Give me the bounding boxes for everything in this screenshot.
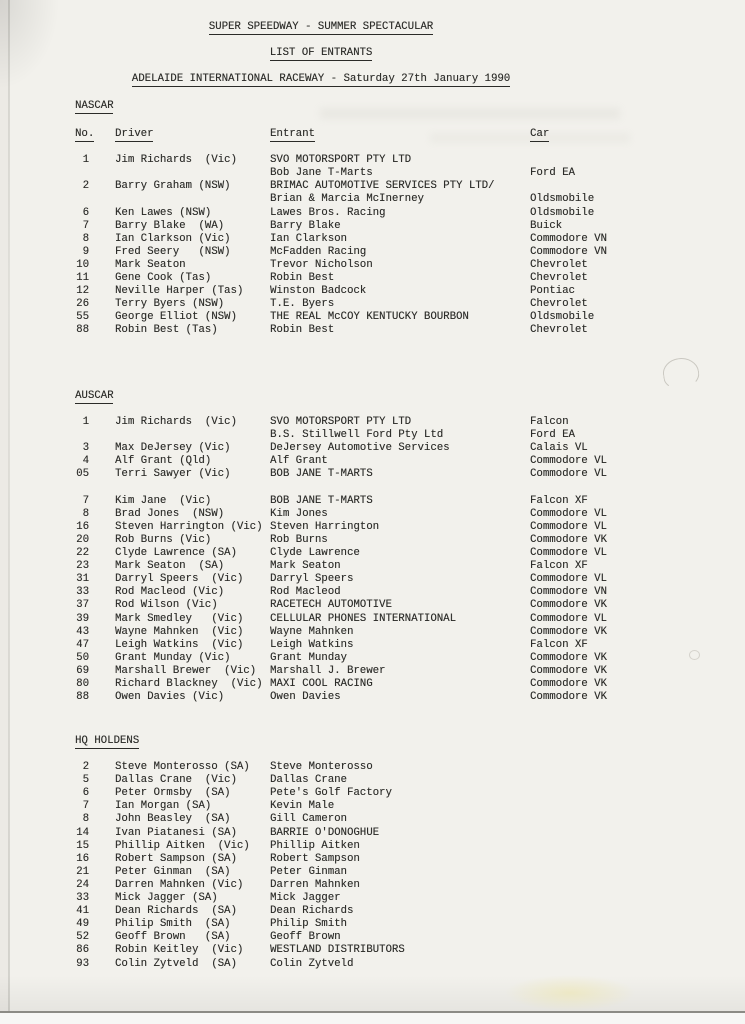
- entrant-row: [75, 298, 745, 311]
- driver-name: Ivan Piatanesi (SA): [115, 826, 237, 839]
- entrant-name: Peter Ginman: [270, 865, 347, 878]
- car-number: 93: [76, 957, 89, 970]
- car-model: [530, 840, 745, 853]
- entrant-row: [75, 800, 745, 813]
- entrant-row: [75, 958, 745, 971]
- venue-date-title: ADELAIDE INTERNATIONAL RACEWAY - Saturday 27th January 1990: [131, 73, 511, 85]
- entrant-row: [75, 840, 745, 853]
- entrant-name: DeJersey Automotive Services: [270, 442, 450, 455]
- driver-name: George Elliot (NSW): [115, 311, 237, 324]
- entrant-row: [75, 599, 745, 612]
- entrant-name: Mark Seaton: [270, 560, 341, 573]
- entrant-row: [75, 787, 745, 800]
- car-model: Oldsmobile: [530, 206, 595, 219]
- driver-name: Max DeJersey (Vic): [115, 442, 231, 455]
- entrant-row: [75, 180, 745, 193]
- car-number: 33: [76, 586, 89, 599]
- driver-name: Robin Keitley (Vic): [115, 944, 244, 957]
- driver-name: Gene Cook (Tas): [115, 272, 212, 285]
- car-model: [530, 879, 745, 892]
- driver-name: [115, 482, 270, 495]
- entrant-name: Bob Jane T-Marts: [270, 167, 373, 180]
- driver-name: Phillip Aitken (Vic): [115, 839, 250, 852]
- entrant-name: Mick Jagger: [270, 892, 341, 905]
- driver-name: Rod Macleod (Vic): [115, 586, 225, 599]
- event-title: SUPER SPEEDWAY - SUMMER SPECTACULAR: [208, 21, 434, 33]
- car-number: [75, 167, 89, 180]
- car-number: 2: [82, 180, 89, 193]
- car-number: 7: [82, 494, 89, 507]
- car-number: 23: [76, 560, 89, 573]
- entrant-name: Leigh Watkins: [270, 638, 354, 651]
- entrant-name: Steven Harrington: [270, 520, 380, 533]
- driver-name: Kim Jane (Vic): [115, 494, 212, 507]
- car-model: [530, 853, 745, 866]
- entrant-name: Rob Burns: [270, 533, 328, 546]
- entrant-row: [75, 892, 745, 905]
- car-model: Falcon XF: [530, 638, 588, 651]
- car-model: Commodore VL: [530, 573, 607, 586]
- section-title-line: [75, 100, 745, 113]
- entrant-row: [75, 508, 745, 521]
- entrant-row: [75, 774, 745, 787]
- car-model: Commodore VK: [530, 691, 607, 704]
- driver-name: Grant Munday (Vic): [115, 651, 231, 664]
- car-number: 6: [82, 206, 89, 219]
- driver-name: [115, 429, 270, 442]
- driver-name: Dallas Crane (Vic): [115, 774, 237, 787]
- driver-name: Colin Zytveld (SA): [115, 957, 237, 970]
- entrant-row: [75, 665, 745, 678]
- driver-name: Terry Byers (NSW): [115, 298, 225, 311]
- car-model: Falcon XF: [530, 494, 588, 507]
- car-model: Commodore VK: [530, 651, 607, 664]
- driver-name: Terri Sawyer (Vic): [115, 468, 231, 481]
- car-model: Commodore VL: [530, 455, 607, 468]
- driver-name: Ken Lawes (NSW): [115, 206, 212, 219]
- car-model: Ford EA: [530, 167, 575, 180]
- car-number: 16: [76, 520, 89, 533]
- section-title: AUSCAR: [75, 390, 114, 402]
- car-number: 80: [76, 677, 89, 690]
- car-number: 8: [82, 507, 89, 520]
- scan-crease-artifact: [8, 0, 10, 1024]
- entrant-row: [75, 761, 745, 774]
- car-number: 6: [82, 787, 89, 800]
- entrant-name: Geoff Brown: [270, 931, 341, 944]
- car-model: [530, 944, 745, 957]
- driver-name: Barry Graham (NSW): [115, 180, 231, 193]
- car-model: Pontiac: [530, 285, 575, 298]
- car-model: [530, 827, 745, 840]
- driver-name: Peter Ginman (SA): [115, 865, 231, 878]
- entrant-row: [75, 827, 745, 840]
- car-model: Commodore VK: [530, 677, 607, 690]
- car-number: 24: [76, 878, 89, 891]
- entrant-name: [270, 482, 530, 495]
- entrant-row: [75, 193, 745, 206]
- car-model: Commodore VN: [530, 586, 607, 599]
- car-number: [75, 193, 89, 206]
- entrant-row: [75, 866, 745, 879]
- entrant-name: Robin Best: [270, 324, 335, 337]
- entrant-row: [75, 879, 745, 892]
- car-number: 1: [82, 154, 89, 167]
- car-model: Commodore VK: [530, 533, 607, 546]
- entrant-row: [75, 246, 745, 259]
- entrant-row: [75, 944, 745, 957]
- car-number: 7: [82, 219, 89, 232]
- car-number: 26: [76, 298, 89, 311]
- entrant-name: B.S. Stillwell Ford Pty Ltd: [270, 429, 444, 442]
- car-model: [530, 918, 745, 931]
- entrant-name: Owen Davies: [270, 691, 341, 704]
- entrant-row: [75, 220, 745, 233]
- entrant-row: [75, 534, 745, 547]
- car-model: [530, 154, 745, 167]
- entrant-row: [75, 455, 745, 468]
- car-number: 22: [76, 547, 89, 560]
- column-headers: [75, 128, 745, 141]
- section-title: HQ HOLDENS: [75, 735, 140, 747]
- car-number: 7: [82, 800, 89, 813]
- car-number: 37: [76, 599, 89, 612]
- car-number: 21: [76, 865, 89, 878]
- entrant-rows: [75, 154, 745, 337]
- car-number: 88: [76, 324, 89, 337]
- car-model: [530, 905, 745, 918]
- driver-name: Owen Davies (Vic): [115, 691, 225, 704]
- car-number: 49: [76, 918, 89, 931]
- driver-name: Marshall Brewer (Vic): [115, 664, 257, 677]
- car-number: 12: [76, 285, 89, 298]
- column-header-car: Car: [530, 128, 550, 141]
- driver-name: Geoff Brown (SA): [115, 931, 231, 944]
- driver-name: Mark Seaton (SA): [115, 560, 225, 573]
- entrant-name: T.E. Byers: [270, 298, 335, 311]
- entrant-name: Ian Clarkson: [270, 232, 347, 245]
- driver-name: Peter Ormsby (SA): [115, 787, 231, 800]
- car-number: 8: [82, 232, 89, 245]
- car-number: 69: [76, 664, 89, 677]
- car-model: Falcon XF: [530, 560, 588, 573]
- car-model: [530, 761, 745, 774]
- entrant-row: [75, 905, 745, 918]
- car-model: [530, 892, 745, 905]
- entrant-name: Steve Monterosso: [270, 761, 373, 774]
- entrant-row: [75, 691, 745, 704]
- car-model: Commodore VL: [530, 507, 607, 520]
- car-number: 33: [76, 892, 89, 905]
- driver-name: Philip Smith (SA): [115, 918, 231, 931]
- spacer-row: [75, 482, 745, 495]
- driver-name: John Beasley (SA): [115, 813, 231, 826]
- entrant-name: Darren Mahnken: [270, 878, 360, 891]
- entrant-name: BOB JANE T-MARTS: [270, 468, 373, 481]
- column-header-driver: Driver: [115, 128, 154, 141]
- car-model: Commodore VK: [530, 599, 607, 612]
- car-model: Oldsmobile: [530, 193, 595, 206]
- car-model: [530, 800, 745, 813]
- entrant-row: [75, 167, 745, 180]
- driver-name: Jim Richards (Vic): [115, 416, 237, 429]
- entrant-row: [75, 495, 745, 508]
- document-title: LIST OF ENTRANTS: [269, 47, 373, 59]
- driver-name: Mick Jagger (SA): [115, 892, 218, 905]
- car-model: Commodore VN: [530, 245, 607, 258]
- car-model: Oldsmobile: [530, 311, 595, 324]
- driver-name: Ian Clarkson (Vic): [115, 232, 231, 245]
- car-number: 50: [76, 651, 89, 664]
- entrant-row: [75, 429, 745, 442]
- car-number: 86: [76, 944, 89, 957]
- entrant-row: [75, 547, 745, 560]
- car-model: [530, 931, 745, 944]
- car-number: 2: [82, 761, 89, 774]
- driver-name: Steve Monterosso (SA): [115, 761, 250, 774]
- entrant-name: Rod Macleod: [270, 586, 341, 599]
- entrant-section: [75, 390, 745, 704]
- entrant-name: THE REAL McCOY KENTUCKY BOURBON: [270, 311, 469, 324]
- entrant-row: [75, 652, 745, 665]
- entrant-name: Alf Grant: [270, 455, 328, 468]
- entrant-row: [75, 931, 745, 944]
- column-header-no-cell: [75, 128, 95, 141]
- car-model: Commodore VL: [530, 520, 607, 533]
- entrant-name: Barry Blake: [270, 219, 341, 232]
- entrant-row: [75, 521, 745, 534]
- driver-name: Neville Harper (Tas): [115, 285, 244, 298]
- section-title-line: [75, 735, 745, 748]
- car-number: 3: [82, 442, 89, 455]
- car-model: Chevrolet: [530, 272, 588, 285]
- entrant-name: Gill Cameron: [270, 813, 347, 826]
- entrant-row: [75, 573, 745, 586]
- entrant-row: [75, 678, 745, 691]
- car-model: Commodore VL: [530, 612, 607, 625]
- car-model: Buick: [530, 219, 563, 232]
- entrant-name: Colin Zytveld: [270, 957, 354, 970]
- car-model: Falcon: [530, 416, 569, 429]
- driver-name: Brad Jones (NSW): [115, 507, 225, 520]
- entrant-name: Philip Smith: [270, 918, 347, 931]
- car-number: 43: [76, 625, 89, 638]
- entrant-name: McFadden Racing: [270, 245, 367, 258]
- driver-name: Fred Seery (NSW): [115, 245, 231, 258]
- car-number: 9: [82, 245, 89, 258]
- driver-name: Leigh Watkins (Vic): [115, 638, 244, 651]
- entrant-row: [75, 918, 745, 931]
- driver-name: Rod Wilson (Vic): [115, 599, 218, 612]
- entrant-row: [75, 416, 745, 429]
- entrant-name: Robert Sampson: [270, 852, 360, 865]
- entrant-name: BARRIE O'DONOGHUE: [270, 826, 380, 839]
- entrant-name: Winston Badcock: [270, 285, 367, 298]
- car-model: [530, 958, 745, 971]
- entrant-rows: [75, 416, 745, 704]
- driver-name: [115, 167, 270, 180]
- entrant-rows: [75, 761, 745, 971]
- entrant-row: [75, 233, 745, 246]
- entrant-row: [75, 813, 745, 826]
- entrant-row: [75, 626, 745, 639]
- car-number: 52: [76, 931, 89, 944]
- driver-name: Clyde Lawrence (SA): [115, 547, 237, 560]
- entrant-section: [75, 100, 745, 338]
- car-number: 15: [76, 839, 89, 852]
- entrant-name: Wayne Mahnken: [270, 625, 354, 638]
- car-number: 31: [76, 573, 89, 586]
- driver-name: Darryl Speers (Vic): [115, 573, 244, 586]
- car-number: 39: [76, 612, 89, 625]
- column-header-entrant: Entrant: [270, 128, 315, 141]
- car-number: 55: [76, 311, 89, 324]
- car-model: [530, 774, 745, 787]
- section-title: NASCAR: [75, 100, 114, 112]
- driver-name: Steven Harrington (Vic): [115, 520, 263, 533]
- entrant-section: [75, 735, 745, 971]
- car-model: [530, 813, 745, 826]
- car-model: [530, 787, 745, 800]
- driver-name: Wayne Mahnken (Vic): [115, 625, 244, 638]
- entrant-sections: [75, 0, 745, 1024]
- column-header-driver-cell: [115, 128, 270, 141]
- car-number: [75, 429, 89, 442]
- entrant-row: [75, 259, 745, 272]
- entrant-name: SVO MOTORSPORT PTY LTD: [270, 154, 412, 167]
- car-model: [530, 866, 745, 879]
- entrant-name: BRIMAC AUTOMOTIVE SERVICES PTY LTD/: [270, 180, 495, 193]
- entrant-name: Brian & Marcia McInerney: [270, 193, 424, 206]
- car-number: 41: [76, 905, 89, 918]
- entrant-name: SVO MOTORSPORT PTY LTD: [270, 416, 412, 429]
- driver-name: Jim Richards (Vic): [115, 154, 237, 167]
- entrant-name: Kevin Male: [270, 800, 335, 813]
- car-number: 1: [82, 416, 89, 429]
- entrant-name: Robin Best: [270, 272, 335, 285]
- car-number: 10: [76, 258, 89, 271]
- car-model: Chevrolet: [530, 258, 588, 271]
- driver-name: Ian Morgan (SA): [115, 800, 212, 813]
- car-model: Commodore VK: [530, 664, 607, 677]
- entrant-row: [75, 272, 745, 285]
- entrant-name: Trevor Nicholson: [270, 258, 373, 271]
- car-model: Calais VL: [530, 442, 588, 455]
- entrant-name: Grant Munday: [270, 651, 347, 664]
- entrant-name: WESTLAND DISTRIBUTORS: [270, 944, 405, 957]
- entrant-row: [75, 613, 745, 626]
- driver-name: [115, 193, 270, 206]
- car-number: 05: [76, 468, 89, 481]
- column-header-car-cell: [530, 128, 745, 141]
- entrant-name: Darryl Speers: [270, 573, 354, 586]
- driver-name: Dean Richards (SA): [115, 905, 237, 918]
- entrant-row: [75, 586, 745, 599]
- car-number: 16: [76, 852, 89, 865]
- entrant-name: BOB JANE T-MARTS: [270, 494, 373, 507]
- driver-name: Darren Mahnken (Vic): [115, 878, 244, 891]
- column-header-no: No.: [75, 128, 95, 141]
- entrant-name: Dallas Crane: [270, 774, 347, 787]
- car-model: Commodore VL: [530, 547, 607, 560]
- car-number: 5: [82, 774, 89, 787]
- car-model: [530, 180, 745, 193]
- entrant-row: [75, 311, 745, 324]
- entrant-name: Pete's Golf Factory: [270, 787, 392, 800]
- car-number: 47: [76, 638, 89, 651]
- entrant-name: RACETECH AUTOMOTIVE: [270, 599, 392, 612]
- entrant-row: [75, 639, 745, 652]
- entrant-row: [75, 324, 745, 337]
- car-number: 88: [76, 691, 89, 704]
- car-model: Commodore VK: [530, 625, 607, 638]
- driver-name: Barry Blake (WA): [115, 219, 225, 232]
- entrant-row: [75, 468, 745, 481]
- driver-name: Rob Burns (Vic): [115, 533, 212, 546]
- car-number: 4: [82, 455, 89, 468]
- driver-name: Robin Best (Tas): [115, 324, 218, 337]
- entrant-row: [75, 285, 745, 298]
- entrant-row: [75, 442, 745, 455]
- car-model: Commodore VN: [530, 232, 607, 245]
- car-number: [75, 482, 89, 495]
- entrant-name: Marshall J. Brewer: [270, 664, 386, 677]
- car-model: Commodore VL: [530, 468, 607, 481]
- car-model: Chevrolet: [530, 298, 588, 311]
- driver-name: Robert Sampson (SA): [115, 852, 237, 865]
- car-number: 20: [76, 533, 89, 546]
- entrant-name: MAXI COOL RACING: [270, 677, 373, 690]
- column-header-entrant-cell: [270, 128, 530, 141]
- car-model: Chevrolet: [530, 324, 588, 337]
- entrant-row: [75, 207, 745, 220]
- driver-name: Mark Smedley (Vic): [115, 612, 244, 625]
- entrant-name: Phillip Aitken: [270, 839, 360, 852]
- entrant-name: Lawes Bros. Racing: [270, 206, 386, 219]
- entrant-name: Dean Richards: [270, 905, 354, 918]
- entrant-row: [75, 154, 745, 167]
- entrant-name: CELLULAR PHONES INTERNATIONAL: [270, 612, 456, 625]
- car-model: [530, 482, 745, 495]
- entrant-name: Kim Jones: [270, 507, 328, 520]
- entrant-row: [75, 560, 745, 573]
- driver-name: Alf Grant (Qld): [115, 455, 212, 468]
- entrant-row: [75, 853, 745, 866]
- car-number: 8: [82, 813, 89, 826]
- section-title-line: [75, 390, 745, 403]
- car-number: 14: [76, 826, 89, 839]
- driver-name: Mark Seaton: [115, 258, 186, 271]
- car-number: 11: [76, 272, 89, 285]
- car-model: Ford EA: [530, 429, 575, 442]
- entrant-name: Clyde Lawrence: [270, 547, 360, 560]
- driver-name: Richard Blackney (Vic): [115, 677, 263, 690]
